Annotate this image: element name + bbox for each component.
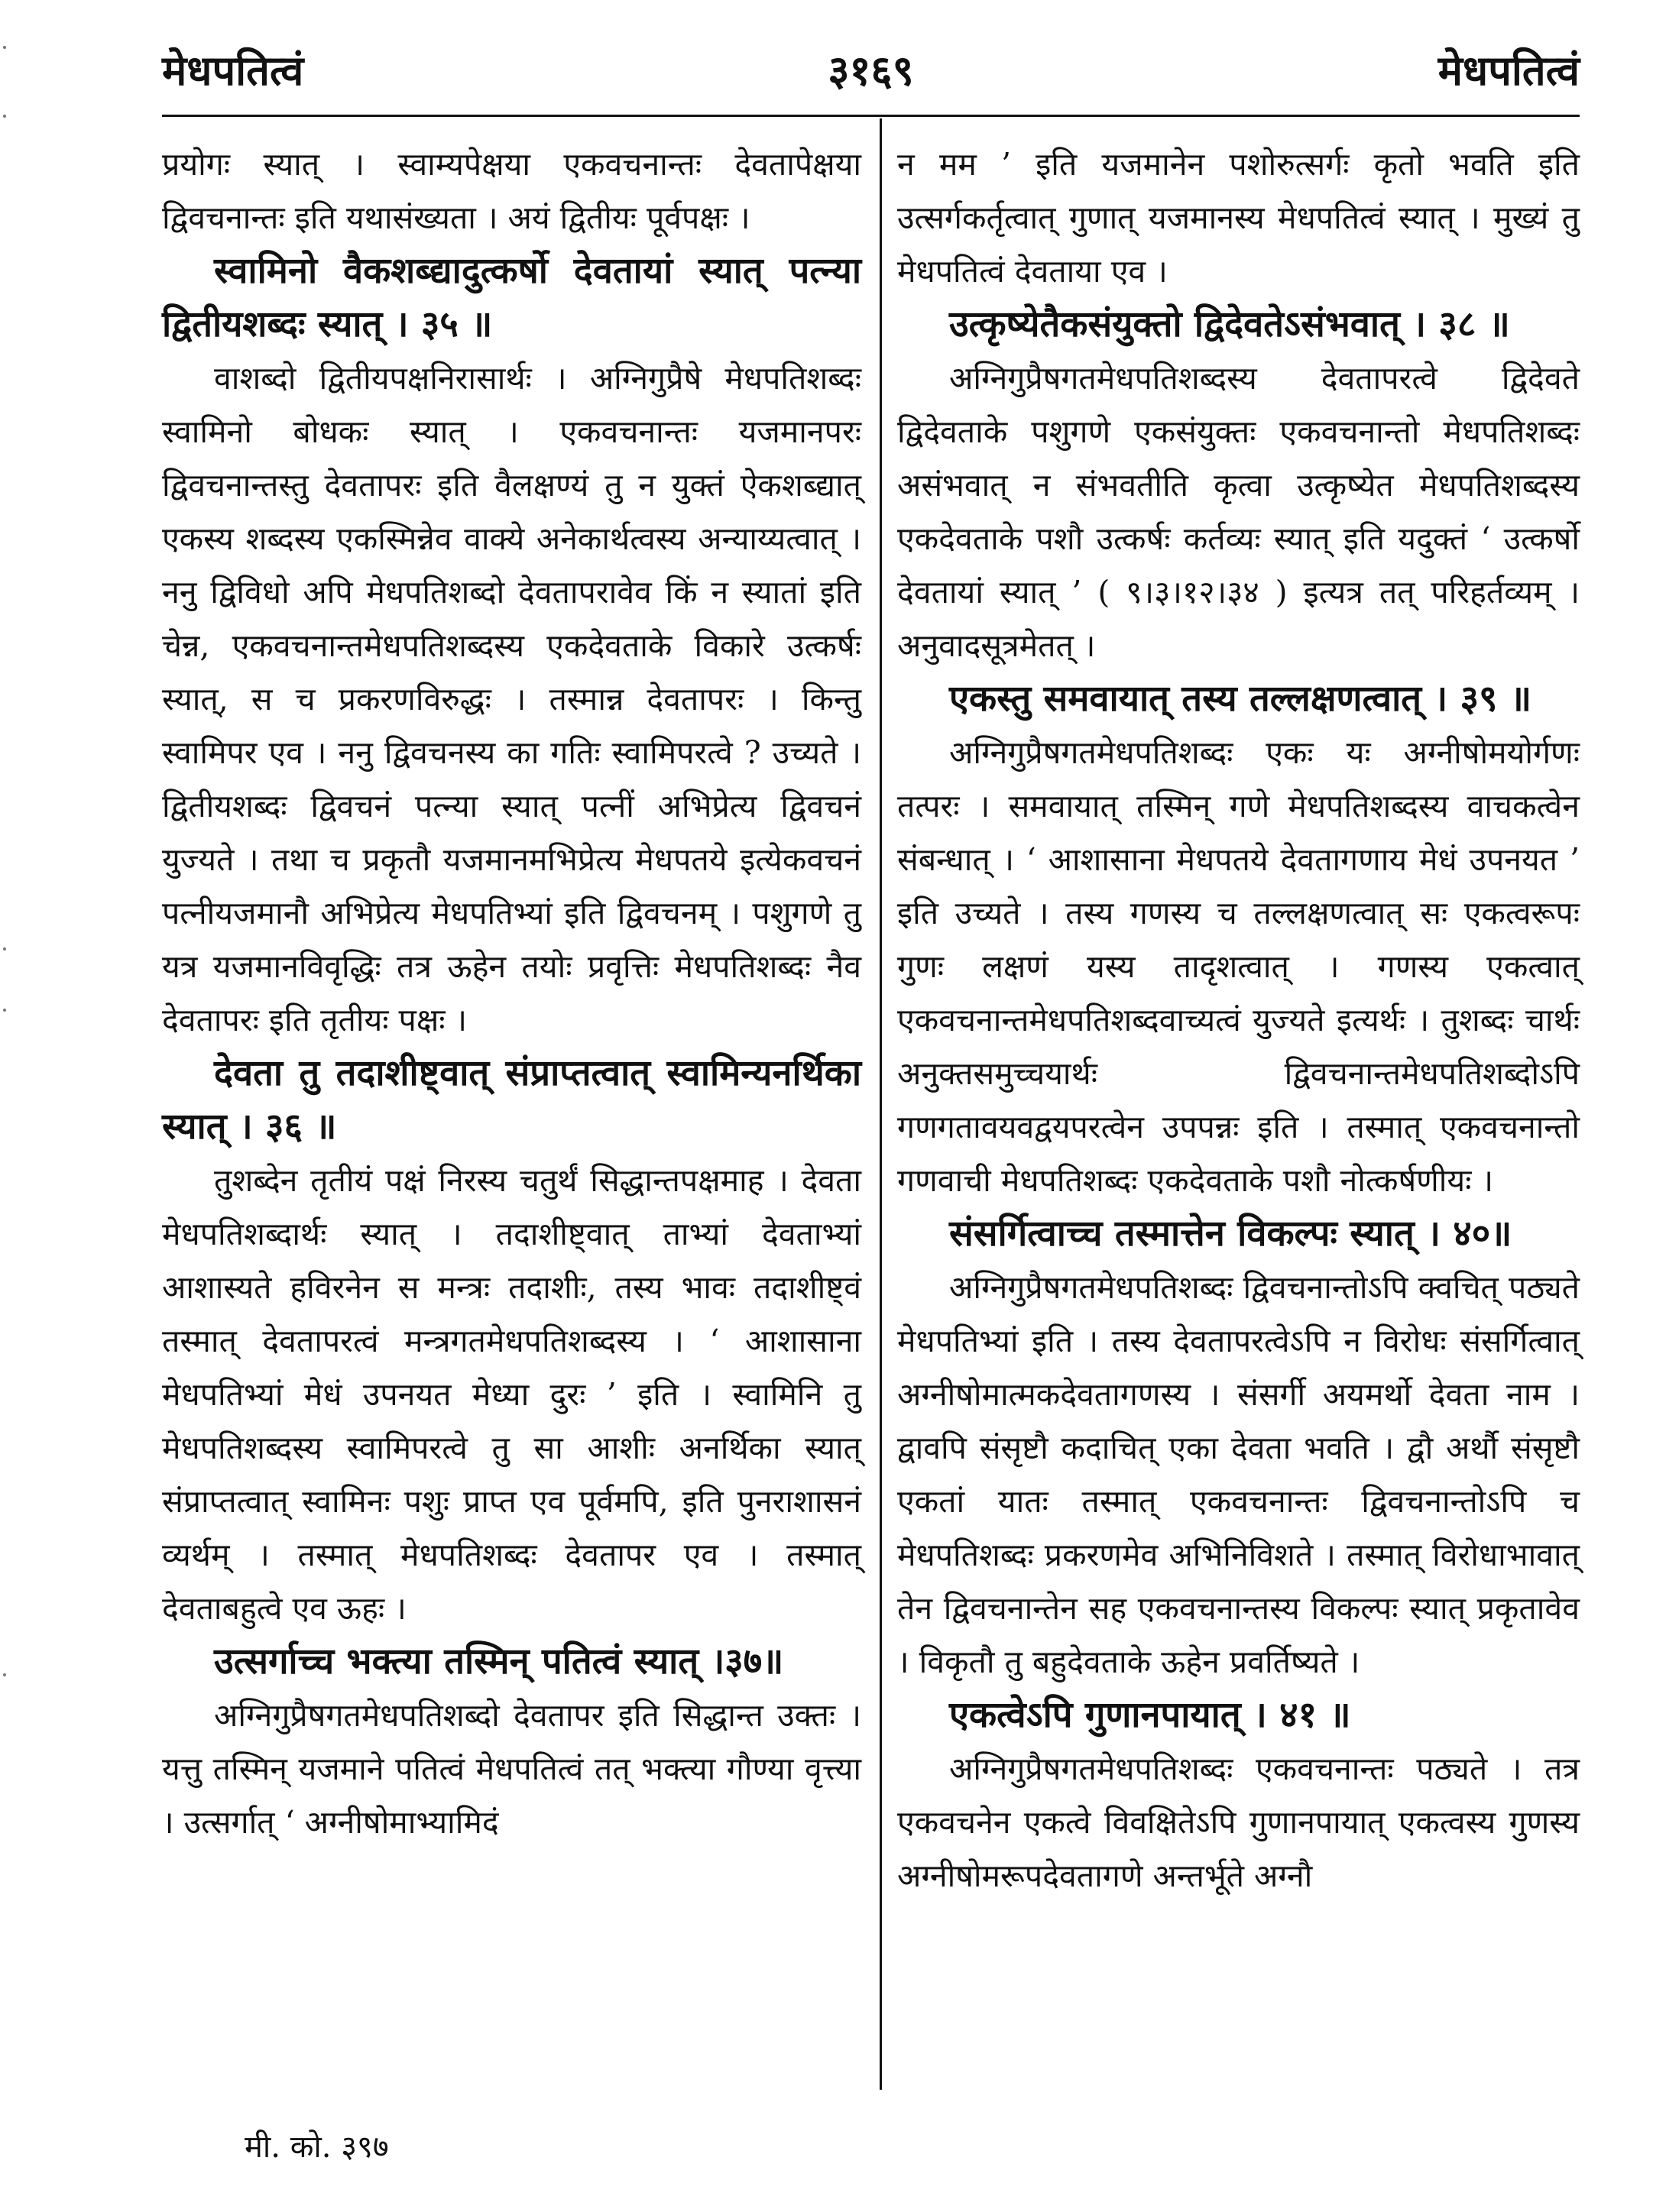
scan-margin-dots	[3, 0, 8, 2212]
footer-signature: मी. को. ३९७	[245, 2129, 389, 2165]
paragraph: प्रयोगः स्यात् । स्वाम्यपेक्षया एकवचनान्तः देवतापेक्षया द्विवचनान्तः इति यथासंख्यता । अयं द्वितीयः पूर्वपक्षः ।	[162, 146, 861, 236]
commentary-paragraph: अग्निगुप्रैषगतमेधपतिशब्दः एकः यः अग्नीषोमयोर्गणः तत्परः । समवायात् तस्मिन् गणे मेधपतिशब्दस्य वाचकत्वेन संबन्धात् । ‘ आशासाना मेधपतये देवतागणाय मेधं उपनयत ’ इति उच्यते । तस्य गणस्य च तल्लक्षणत्वात् सः एकत्वरूपः गुणः लक्षणं यस्य तादृशत्वात् । गणस्य एकत्वात् एकवचनान्तमेधपतिशब्दवाच्यत्वं युज्यते इत्यर्थः । तुशब्दः चार्थः अनुक्तसमुच्चयार्थः द्विवचनान्तमेधपतिशब्दोऽपि गणगतावयवद्वयपरत्वेन उपपन्नः इति । तस्मात् एकवचनान्तो गणवाची मेधपतिशब्दः एकदेवताके पशौ नोत्कर्षणीयः ।	[897, 734, 1580, 1199]
commentary-paragraph: तुशब्देन तृतीयं पक्षं निरस्य चतुर्थं सिद्धान्तपक्षमाह । देवता मेधपतिशब्दार्थः स्यात् । तदाशीष्ट्वात् ताभ्यां देवताभ्यां आशास्यते हविरनेन स मन्त्रः तदाशीः, तस्य भावः तदाशीष्ट्वं तस्मात् देवतापरत्वं मन्त्रगतमेधपतिशब्दस्य । ‘ आशासाना मेधपतिभ्यां मेधं उपनयत मेध्या दुरः ’ इति । स्वामिनि तु मेधपतिशब्दस्य स्वामिपरत्वे तु सा आशीः अनर्थिका स्यात् संप्राप्तत्वात् स्वामिनः पशुः प्राप्त एव पूर्वमपि, इति पुनराशासनं व्यर्थम् । तस्मात् मेधपतिशब्दः देवतापर एव । तस्मात् देवताबहुत्वे एव ऊहः ।	[162, 1162, 861, 1627]
sutra-heading-39: एकस्तु समवायात् तस्य तल्लक्षणत्वात् । ३९ ॥	[949, 678, 1532, 720]
running-header	[162, 40, 1580, 101]
page-number: ३१६९	[828, 46, 914, 95]
column-divider	[880, 118, 882, 2090]
header-rule	[162, 115, 1580, 117]
sutra-heading-35: स्वामिनो वैकशब्द्यादुत्कर्षो देवतायां स्यात् पत्न्या द्वितीयशब्दः स्यात् । ३५ ॥	[162, 250, 861, 345]
left-column	[162, 138, 861, 1849]
sutra-heading-40: संसर्गित्वाच्च तस्मात्तेन विकल्पः स्यात् । ४०॥	[949, 1213, 1512, 1255]
header-title-left: मेधपतित्वं	[162, 46, 304, 95]
commentary-paragraph: अग्निगुप्रैषगतमेधपतिशब्दः द्विवचनान्तोऽपि क्वचित् पठ्यते मेधपतिभ्यां इति । तस्य देवतापरत्वेऽपि न विरोधः संसर्गित्वात् अग्नीषोमात्मकदेवतागणस्य । संसर्गी अयमर्थो देवता नाम । द्वावपि संसृष्टौ कदाचित् एका देवता भवति । द्वौ अर्थौ संसृष्टौ एकतां यातः तस्मात् एकवचनान्तः द्विवचनान्तोऽपि च मेधपतिशब्दः प्रकरणमेव अभिनिविशते । तस्मात् विरोधाभावात् तेन द्विवचनान्तेन सह एकवचनान्तस्य विकल्पः स्यात् प्रकृतावेव । विकृतौ तु बहुदेवताके ऊहेन प्रवर्तिष्यते ।	[897, 1269, 1580, 1680]
sutra-heading-37: उत्सर्गाच्च भक्त्या तस्मिन् पतित्वं स्यात् ।३७॥	[214, 1640, 784, 1682]
commentary-paragraph: वाशब्दो द्वितीयपक्षनिरासार्थः । अग्निगुप्रैषे मेधपतिशब्दः स्वामिनो बोधकः स्यात् । एकवचनान्तः यजमानपरः द्विवचनान्तस्तु देवतापरः इति वैलक्षण्यं तु न युक्तं ऐकशब्द्यात् एकस्य शब्दस्य एकस्मिन्नेव वाक्ये अनेकार्थत्वस्य अन्याय्यत्वात् । ननु द्विविधो अपि मेधपतिशब्दो देवतापरावेव किं न स्यातां इति चेन्न, एकवचनान्तमेधपतिशब्दस्य एकदेवताके विकारे उत्कर्षः स्यात्, स च प्रकरणविरुद्धः । तस्मान्न देवतापरः । किन्तु स्वामिपर एव । ननु द्विवचनस्य का गतिः स्वामिपरत्वे ? उच्यते । द्वितीयशब्दः द्विवचनं पत्न्या स्यात् पत्नीं अभिप्रेत्य द्विवचनं युज्यते । तथा च प्रकृतौ यजमानमभिप्रेत्य मेधपतये इत्येकवचनं पत्नीयजमानौ अभिप्रेत्य मेधपतिभ्यां इति द्विवचनम् । पशुगणे तु यत्र यजमानविवृद्धिः तत्र ऊहेन तयोः प्रवृत्तिः मेधपतिशब्दः नैव देवतापरः इति तृतीयः पक्षः ।	[162, 360, 861, 1038]
commentary-paragraph: अग्निगुप्रैषगतमेधपतिशब्दस्य देवतापरत्वे द्विदेवते द्विदेवताके पशुगणे एकसंयुक्तः एकवचनान्तो मेधपतिशब्दः असंभवात् न संभवतीति कृत्वा उत्कृष्येत मेधपतिशब्दस्य एकदेवताके पशौ उत्कर्षः कर्तव्यः स्यात् इति यदुक्तं ‘ उत्कर्षो देवतायां स्यात् ’ ( ९।३।१२।३४ ) इत्यत्र तत् परिहर्तव्यम् । अनुवादसूत्रमेतत् ।	[897, 360, 1580, 664]
header-title-right: मेधपतित्वं	[1437, 46, 1580, 95]
sutra-heading-41: एकत्वेऽपि गुणानपायात् । ४१ ॥	[949, 1694, 1351, 1736]
commentary-paragraph: अग्निगुप्रैषगतमेधपतिशब्दो देवतापर इति सिद्धान्त उक्तः । यत्तु तस्मिन् यजमाने पतित्वं मेधपतित्वं तत् भक्त्या गौण्या वृत्त्या । उत्सर्गात् ‘ अग्नीषोमाभ्यामिदं	[162, 1697, 861, 1841]
right-column	[897, 138, 1580, 1903]
sutra-heading-38: उत्कृष्येतैकसंयुक्तो द्विदेवतेऽसंभवात् । ३८ ॥	[949, 303, 1510, 345]
sutra-heading-36: देवता तु तदाशीष्ट्वात् संप्राप्तत्वात् स्वामिन्यनर्थिका स्यात् । ३६ ॥	[162, 1052, 861, 1148]
commentary-paragraph: अग्निगुप्रैषगतमेधपतिशब्दः एकवचनान्तः पठ्यते । तत्र एकवचनेन एकत्वे विवक्षितेऽपि गुणानपायात् एकत्वस्य गुणस्य अग्नीषोमरूपदेवतागणे अन्तर्भूते अग्नौ	[897, 1750, 1580, 1894]
paragraph: न मम ’ इति यजमानेन पशोरुत्सर्गः कृतो भवति इति उत्सर्गकर्तृत्वात् गुणात् यजमानस्य मेधपतित्वं स्यात् । मुख्यं तु मेधपतित्वं देवताया एव ।	[897, 146, 1580, 290]
